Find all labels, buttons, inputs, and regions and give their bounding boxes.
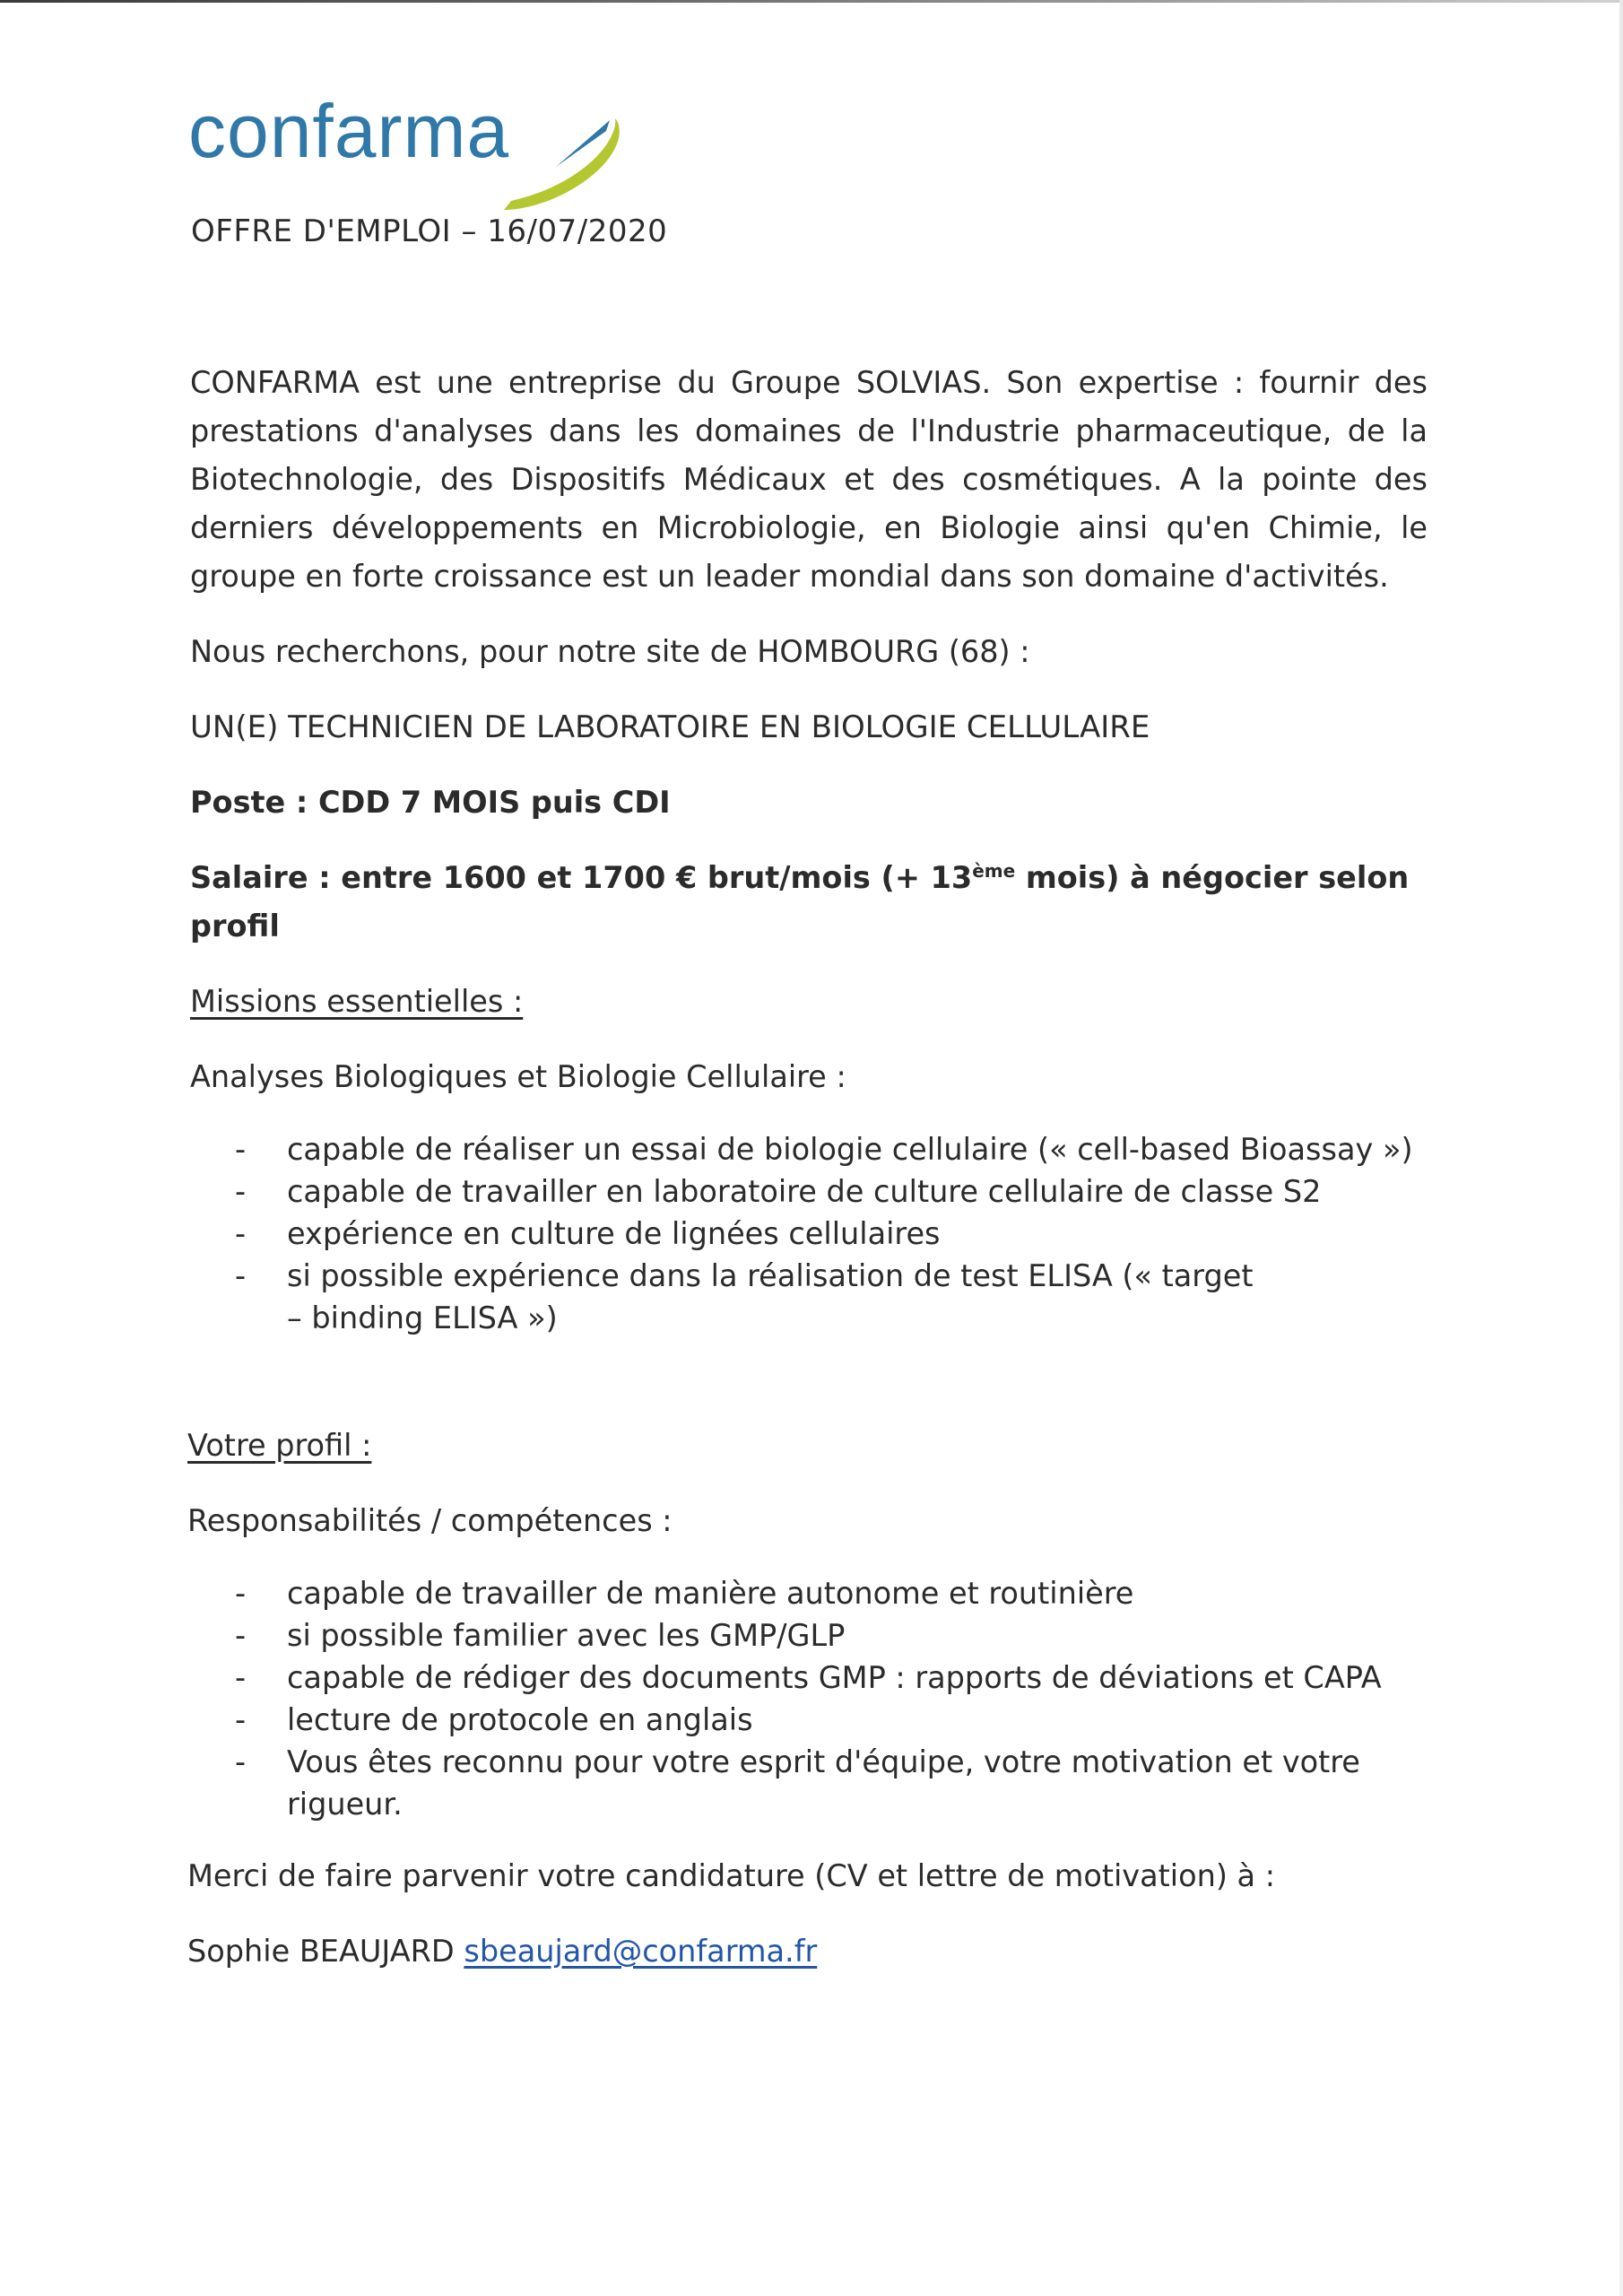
scan-edge-top [0, 0, 1623, 3]
logo-swoosh-icon [484, 104, 637, 221]
missions-subheading: Analyses Biologiques et Biologie Cellulaire : [190, 1059, 846, 1094]
company-intro: CONFARMA est une entreprise du Groupe SOLVIAS. Son expertise : fournir des prestations d'analyses dans les domaines de l'Industrie pharmaceutique, de la Biotechnologie, des Dispositifs Médicaux et des cosmétiques. A la pointe des derniers développements en Microbiologie, en Biologie ainsi qu'en Chimie, le groupe en forte croissance est un leader mondial dans son domaine d'activités. [190, 365, 1428, 594]
list-item: - si possible familier avec les GMP/GLP [190, 1614, 1428, 1657]
contact-line [187, 1927, 1428, 1976]
list-item: - Vous êtes reconnu pour votre esprit d'équipe, votre motivation et votre rigueur. [190, 1741, 1428, 1825]
job-title: UN(E) TECHNICIEN DE LABORATOIRE EN BIOLOGIE CELLULAIRE [190, 709, 1150, 745]
salary-line [190, 854, 1428, 951]
salary-text-end: mois) à négocier selon profil [190, 860, 1410, 944]
email-link[interactable]: sbeaujard@confarma.fr [464, 1934, 818, 1969]
profile-list [190, 1572, 1428, 1825]
spacer [190, 1366, 1428, 1422]
confarma-logo [188, 86, 637, 221]
contact-name: Sophie BEAUJARD [187, 1934, 455, 1969]
list-item: - expérience en culture de lignées cellulaires [190, 1213, 1428, 1255]
salary-text: Salaire : entre 1600 et 1700 € brut/mois (+ 13 [190, 860, 973, 895]
search-line: Nous recherchons, pour notre site de HOMBOURG (68) : [190, 634, 1030, 669]
offer-title: OFFRE D'EMPLOI – 16/07/2020 [191, 213, 668, 249]
application-request: Merci de faire parvenir votre candidature (CV et lettre de motivation) à : [187, 1858, 1276, 1893]
logo-wordmark: confarma [188, 89, 510, 173]
list-item: - lecture de protocole en anglais [190, 1699, 1428, 1741]
list-item: - si possible expérience dans la réalisation de test ELISA (« target – binding ELISA ») [190, 1255, 1273, 1339]
position-line: Poste : CDD 7 MOIS puis CDI [190, 785, 671, 820]
salary-superscript: ème [972, 859, 1016, 882]
list-item: - capable de travailler en laboratoire de culture cellulaire de classe S2 [190, 1170, 1428, 1213]
document-body [187, 359, 1428, 2003]
missions-heading: Missions essentielles : [190, 984, 524, 1019]
missions-list [190, 1128, 1428, 1339]
list-item: - capable de rédiger des documents GMP : rapports de déviations et CAPA [190, 1657, 1428, 1699]
profile-subheading: Responsabilités / compétences : [187, 1503, 673, 1538]
profile-heading: Votre profil : [187, 1428, 372, 1463]
list-item: - capable de travailler de manière autonome et routinière [190, 1572, 1428, 1614]
list-item: - capable de réaliser un essai de biologie cellulaire (« cell-based Bioassay ») [190, 1128, 1428, 1170]
scan-edge-right [1619, 0, 1623, 2296]
